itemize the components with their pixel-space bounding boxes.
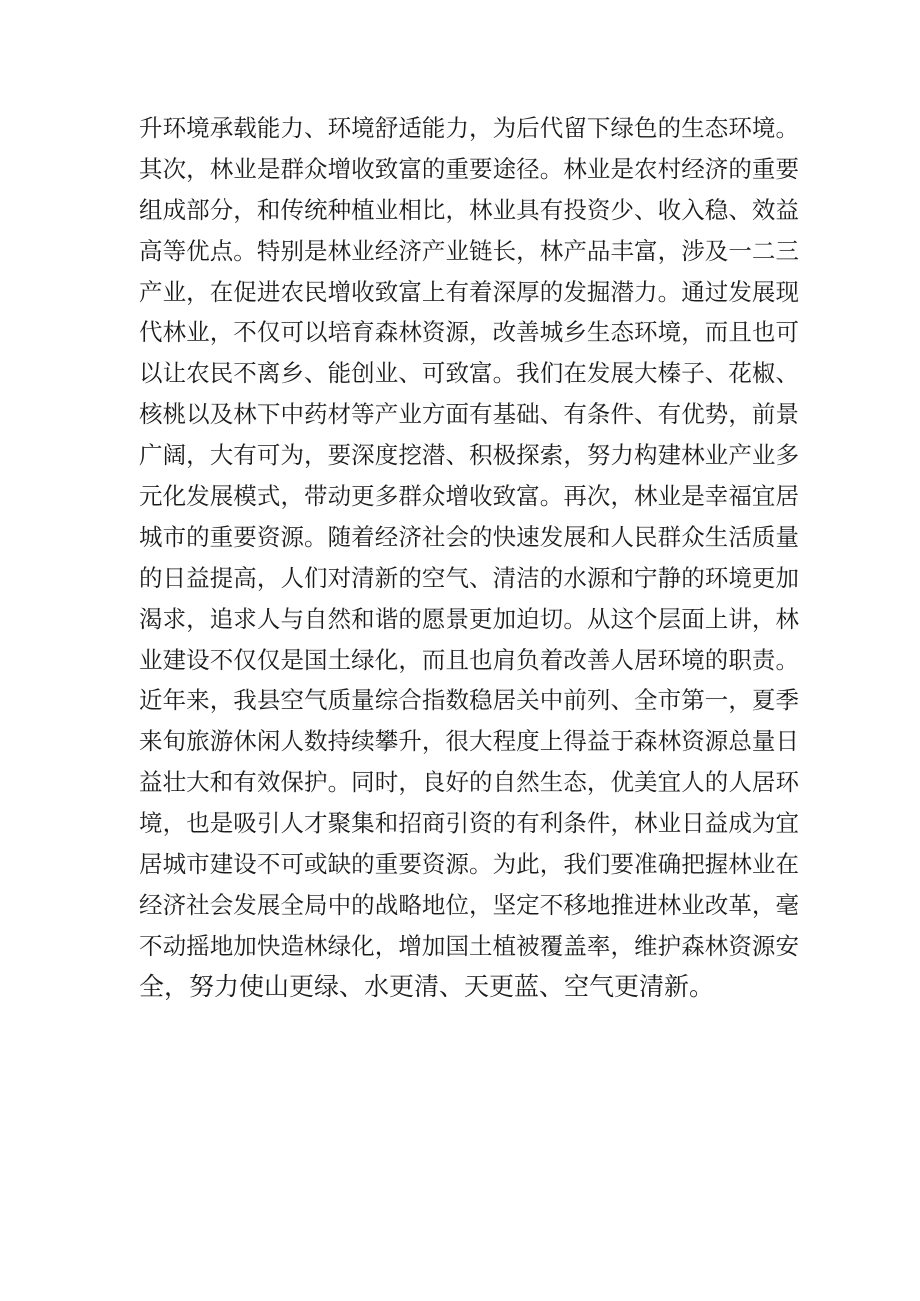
text-line: 广阔，大有可为，要深度挖潜、积极探索，努力构建林业产业多 <box>139 441 799 470</box>
text-line: 境，也是吸引人才聚集和招商引资的有利条件，林业日益成为宜 <box>139 809 799 838</box>
text-line: 居城市建设不可或缺的重要资源。为此，我们要准确把握林业在 <box>139 850 799 879</box>
text-line: 全，努力使山更绿、水更清、天更蓝、空气更清新。 <box>139 971 715 1001</box>
text-line: 益壮大和有效保护。同时，良好的自然生态，优美宜人的人居环 <box>139 768 799 797</box>
text-line: 元化发展模式，带动更多群众增收致富。再次，林业是幸福宜居 <box>139 482 799 511</box>
text-line: 的日益提高，人们对清新的空气、清洁的水源和宁静的环境更加 <box>139 563 799 592</box>
text-line: 渴求，追求人与自然和谐的愿景更加迫切。从这个层面上讲，林 <box>139 604 799 633</box>
text-line: 近年来，我县空气质量综合指数稳居关中前列、全市第一，夏季 <box>139 686 799 715</box>
text-line: 来旬旅游休闲人数持续攀升，很大程度上得益于森林资源总量日 <box>139 727 799 756</box>
text-line: 产业，在促进农民增收致富上有着深厚的发掘潜力。通过发展现 <box>139 277 799 306</box>
text-line: 经济社会发展全局中的战略地位，坚定不移地推进林业改革，毫 <box>139 890 799 919</box>
text-line: 其次，林业是群众增收致富的重要途径。林业是农村经济的重要 <box>139 154 799 183</box>
body-text <box>139 108 799 1008</box>
text-line: 城市的重要资源。随着经济社会的快速发展和人民群众生活质量 <box>139 522 799 551</box>
text-line: 核桃以及林下中药材等产业方面有基础、有条件、有优势，前景 <box>139 400 799 429</box>
text-line: 不动摇地加快造林绿化，增加国土植被覆盖率，维护森林资源安 <box>139 931 799 960</box>
text-line: 升环境承载能力、环境舒适能力，为后代留下绿色的生态环境。 <box>139 114 799 142</box>
text-line: 组成部分，和传统种植业相比，林业具有投资少、收入稳、效益 <box>139 195 799 224</box>
text-line: 高等优点。特别是林业经济产业链长，林产品丰富，涉及一二三 <box>139 236 799 265</box>
text-line: 代林业，不仅可以培育森林资源，改善城乡生态环境，而且也可 <box>139 318 799 347</box>
text-line: 以让农民不离乡、能创业、可致富。我们在发展大榛子、花椒、 <box>139 359 799 388</box>
text-line: 业建设不仅仅是国土绿化，而且也肩负着改善人居环境的职责。 <box>139 645 799 674</box>
